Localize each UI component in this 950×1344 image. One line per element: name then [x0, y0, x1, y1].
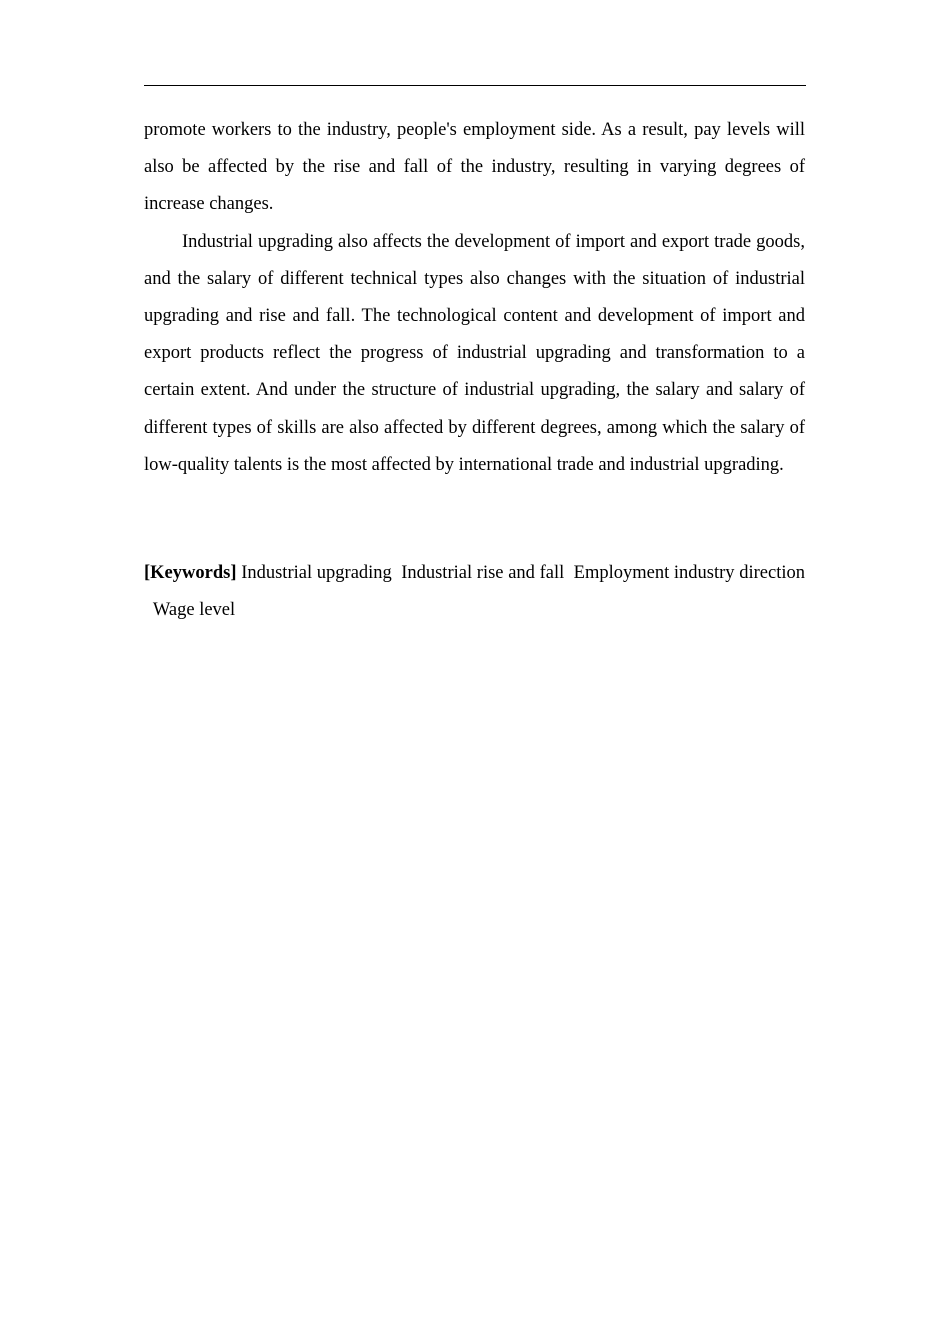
- keyword-item: Industrial rise and fall: [401, 563, 565, 583]
- paragraph-continued: promote workers to the industry, people's employment side. As a result, pay levels will also be affected by the rise and fall of the industry, resulting in varying degrees of increase changes.: [144, 120, 805, 215]
- header-rule: [144, 85, 806, 86]
- keyword-item: Industrial upgrading: [241, 563, 392, 583]
- keywords-label: [Keywords]: [144, 563, 237, 583]
- abstract-body: [144, 112, 805, 484]
- keywords-line: [144, 555, 805, 629]
- paragraph-industrial-upgrading: Industrial upgrading also affects the development of import and export trade goods, and the salary of different technical types also changes with the situation of industrial upgrading and rise and fall. The technological content and development of import and export products reflect the progress of industrial upgrading and transformation to a certain extent. And under the structure of industrial upgrading, the salary and salary of different types of skills are also affected by different degrees, among which the salary of low-quality talents is the most affected by international trade and industrial upgrading.: [144, 231, 805, 475]
- keyword-item: Wage level: [152, 600, 236, 621]
- keyword-item: Employment industry direction: [573, 563, 805, 583]
